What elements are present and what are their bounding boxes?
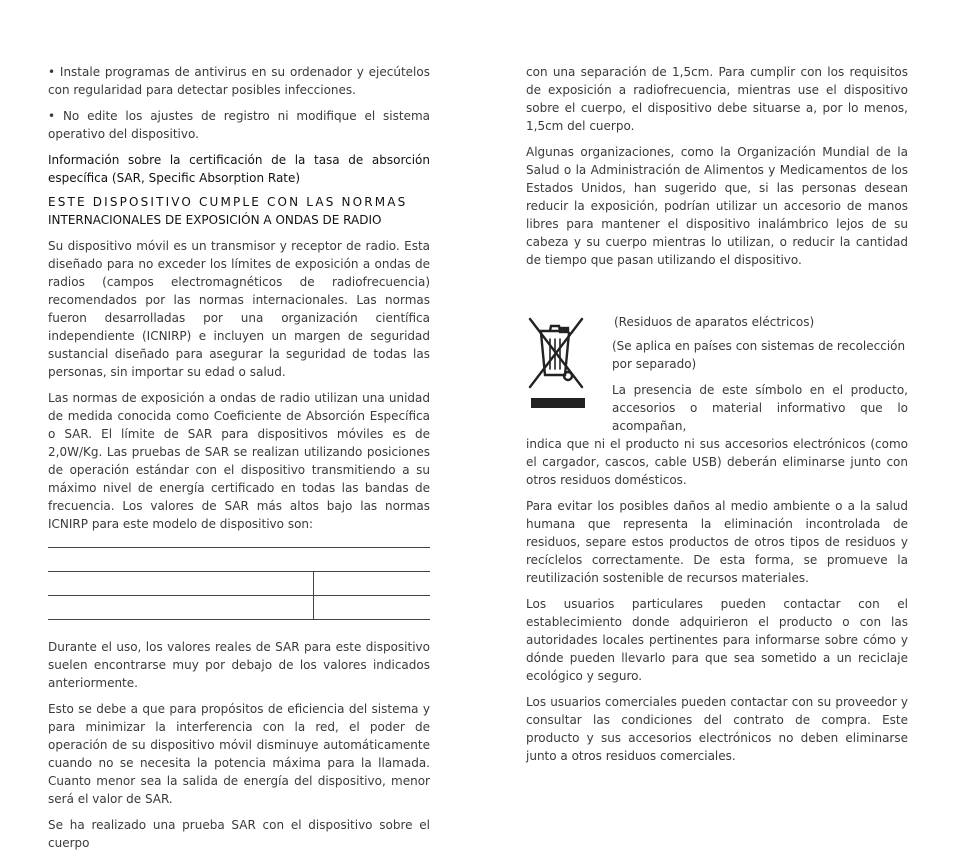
weee-scope: (Se aplica en países con sistemas de recolección por separado) bbox=[612, 339, 906, 371]
sar-paragraph-2: Las normas de exposición a ondas de radio utilizan una unidad de medida conocida como Coeficiente de Absorción Específica o SAR. El límite de SAR para dispositivos móviles es de 2,0W/Kg. Las pruebas de SAR se realizan utilizando posiciones de operación estándar con el dispositivo transmitiendo a su máximo nivel de energía certificado en todas las bandas de frecuencia. Los valores de SAR más altos bajo las normas ICNIRP para este modelo de dispositivo son: bbox=[48, 391, 430, 531]
table-row bbox=[48, 548, 430, 572]
compliance-heading-line2: INTERNACIONALES DE EXPOSICIÓN A ONDAS DE RADIO bbox=[48, 213, 382, 227]
weee-text-b: indica que ni el producto ni sus accesorios electrónicos (como el cargador, cascos, cable USB) deberán eliminarse junto con otros residuos domésticos. bbox=[526, 437, 908, 487]
weee-title: (Residuos de aparatos eléctricos) bbox=[614, 315, 815, 329]
compliance-heading-line1: ESTE DISPOSITIVO CUMPLE CON LAS NORMAS bbox=[48, 195, 408, 209]
bullet-antivirus: • Instale programas de antivirus en su ordenador y ejecútelos con regularidad para detectar posibles infecciones. bbox=[48, 65, 430, 97]
sar-paragraph-1: Su dispositivo móvil es un transmisor y receptor de radio. Esta diseñado para no exceder los límites de exposición a ondas de radios (campos electromagnéticos de radiofrecuencia) recomendados por las normas internacionales. Las normas fueron desarrolladas por una organización científica independiente (ICNIRP) e incluyen un margen de seguridad sustancial diseñado para asegurar la seguridad de todas las personas, sin importar su edad o salud. bbox=[48, 239, 430, 379]
organizations-paragraph: Algunas organizaciones, como la Organización Mundial de la Salud o la Administración de Alimentos y Medicamentos de los Estados Unidos, han sugerido que, si las personas desean reducir la exposición, podrían utilizar un accesorio de manos libres para mantener el dispositivo inalámbrico lejos de su cabeza y su cuerpo mientras lo utilizan, o reducir la cantidad de tiempo que pasan utilizando el dispositivo. bbox=[526, 145, 908, 267]
business-users-paragraph: Los usuarios comerciales pueden contactar con su proveedor y consultar las condiciones del contrato de compra. Este producto y sus accesorios electrónicos no deben eliminarse junto a otros residuos comerciales. bbox=[526, 695, 908, 763]
sar-values-table bbox=[48, 547, 430, 620]
sar-paragraph-3: Durante el uso, los valores reales de SAR para este dispositivo suelen encontrarse muy por debajo de los valores indicados anteriormente. bbox=[48, 640, 430, 690]
left-column bbox=[48, 63, 430, 860]
crossed-out-wheelie-bin-icon bbox=[526, 313, 588, 409]
bullet-registry: • No edite los ajustes de registro ni modifique el sistema operativo del dispositivo. bbox=[48, 109, 430, 141]
table-row bbox=[48, 596, 430, 620]
recycling-paragraph: Para evitar los posibles daños al medio ambiente o a la salud humana que representa la eliminación incontrolada de residuos, separe estos productos de otros tipos de residuos y recíclelos correctamente. De esta forma, se promueve la reutilización sostenible de recursos materiales. bbox=[526, 499, 908, 585]
body-worn-paragraph: con una separación de 1,5cm. Para cumplir con los requisitos de exposición a radiofrecuencia, mientras use el dispositivo sobre el cuerpo, el dispositivo debe situarse a, por lo menos, 1,5cm del cuerpo. bbox=[526, 65, 908, 133]
sar-paragraph-4: Esto se debe a que para propósitos de eficiencia del sistema y para minimizar la interferencia con la red, el poder de operación de su dispositivo móvil disminuye automáticamente cuando no se necesita la potencia máxima para la llamada. Cuanto menor sea la salida de energía del dispositivo, menor será el valor de SAR. bbox=[48, 702, 430, 806]
private-users-paragraph: Los usuarios particulares pueden contactar con el establecimiento donde adquirieron el producto o con las autoridades locales pertinentes para informarse sobre cómo y dónde pueden llevarlo para que sea sometido a un reciclaje ecológico y seguro. bbox=[526, 597, 908, 683]
sar-paragraph-5: Se ha realizado una prueba SAR con el dispositivo sobre el cuerpo bbox=[48, 818, 430, 850]
weee-section bbox=[526, 313, 908, 489]
right-column bbox=[526, 63, 908, 773]
table-row bbox=[48, 572, 430, 596]
weee-text-a: La presencia de este símbolo en el producto, accesorios o material informativo que lo acompañan, bbox=[612, 383, 908, 433]
sar-heading: Información sobre la certificación de la tasa de absorción específica (SAR, Specific Absorption Rate) bbox=[48, 153, 430, 185]
